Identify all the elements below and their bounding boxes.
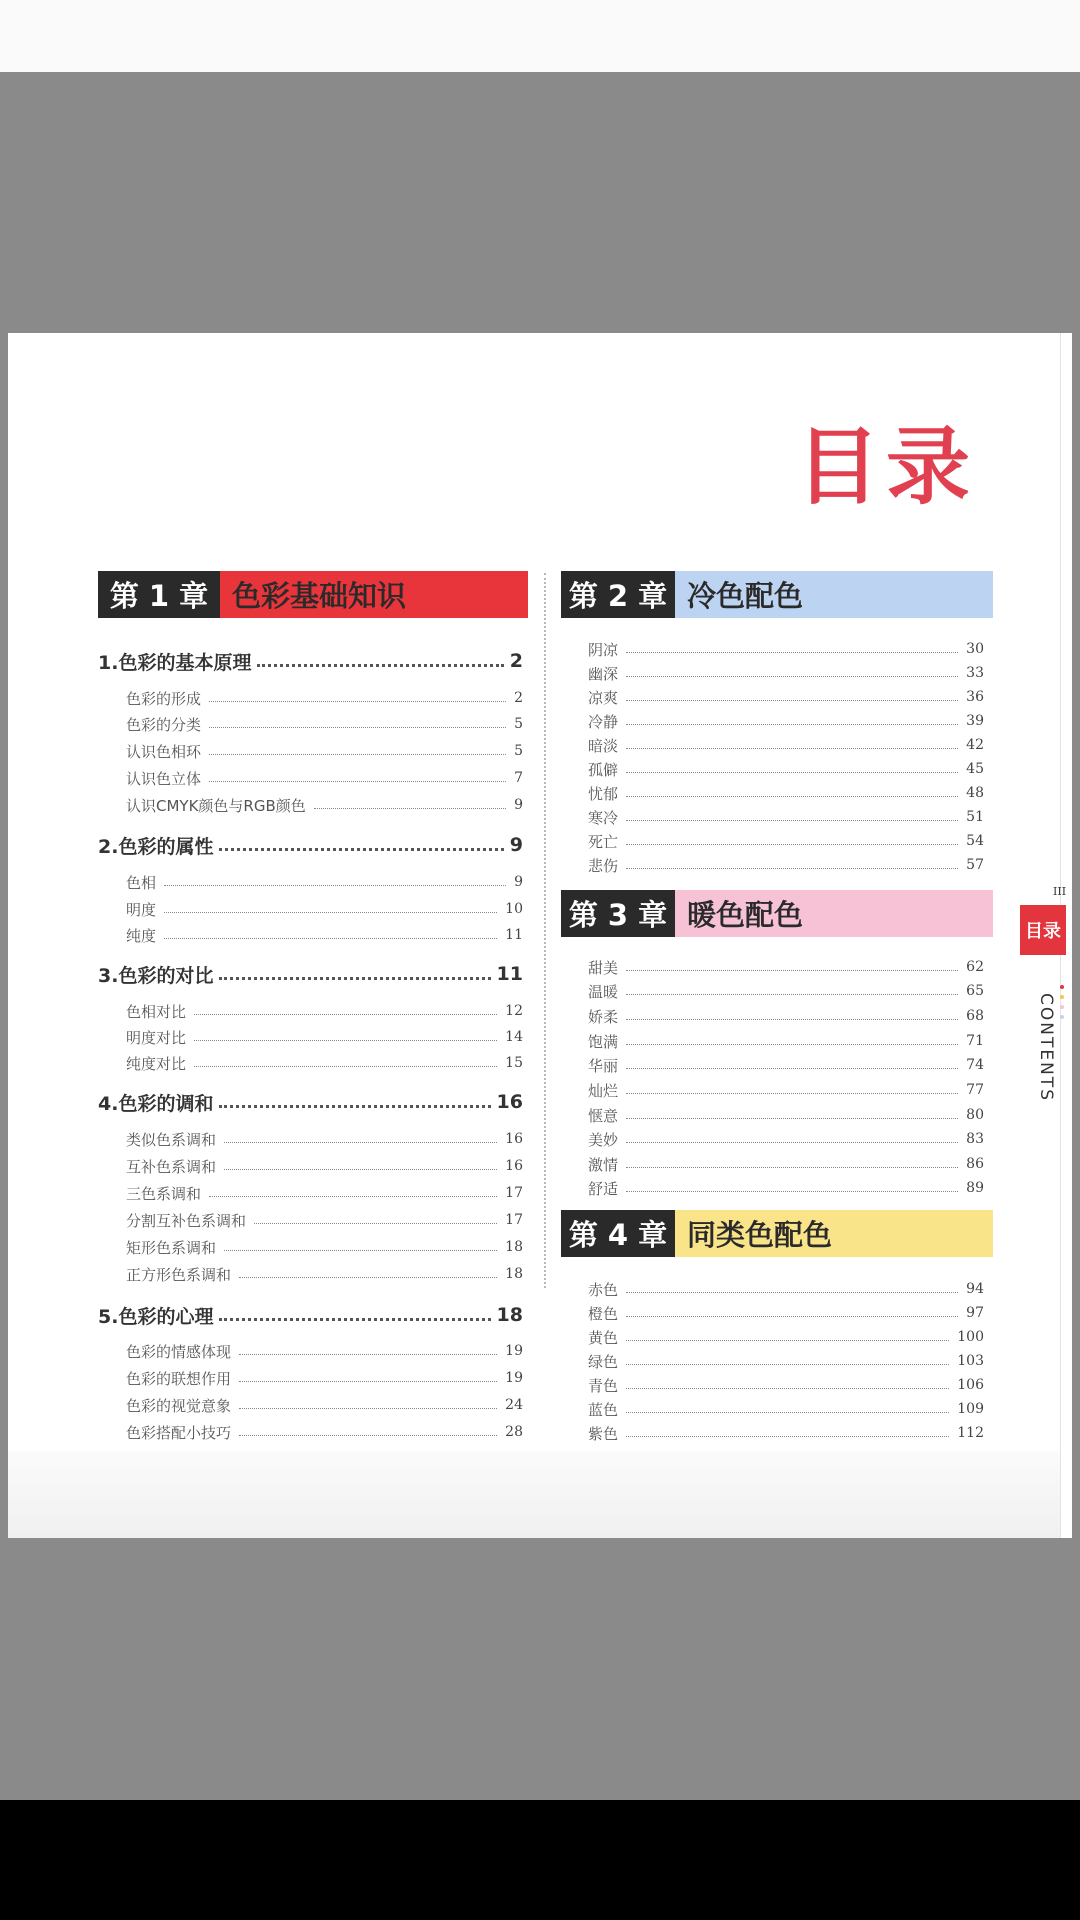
leader-dots bbox=[626, 1044, 958, 1045]
toc-item[interactable] bbox=[126, 794, 523, 816]
leader-dots bbox=[209, 701, 506, 702]
toc-item[interactable] bbox=[588, 1005, 984, 1027]
item-page: 7 bbox=[514, 770, 523, 786]
toc-item[interactable] bbox=[588, 980, 984, 1002]
item-label: 三色系调和 bbox=[126, 1184, 202, 1203]
chapter-1-title: 色彩基础知识 bbox=[220, 571, 528, 618]
chapter-4-title: 同类色配色 bbox=[675, 1210, 993, 1257]
item-label: 青色 bbox=[588, 1376, 619, 1395]
toc-item[interactable] bbox=[126, 1209, 523, 1231]
leader-dots bbox=[219, 977, 490, 980]
leader-dots bbox=[626, 1340, 949, 1341]
chapter-1-header bbox=[98, 571, 528, 618]
color-dot bbox=[1060, 1015, 1064, 1019]
toc-item[interactable] bbox=[588, 782, 984, 804]
item-page: 89 bbox=[966, 1180, 984, 1196]
chapter-4-number: 第 4 章 bbox=[561, 1210, 675, 1257]
item-page: 94 bbox=[966, 1281, 984, 1297]
leader-dots bbox=[626, 772, 958, 773]
leader-dots bbox=[239, 1277, 497, 1278]
leader-dots bbox=[219, 1105, 490, 1108]
leader-dots bbox=[626, 1436, 949, 1437]
item-page: 112 bbox=[957, 1425, 984, 1441]
item-label: 色相对比 bbox=[126, 1002, 187, 1021]
section-page: 18 bbox=[496, 1304, 523, 1326]
item-page: 12 bbox=[505, 1003, 523, 1019]
toc-item[interactable] bbox=[126, 687, 523, 709]
leader-dots bbox=[209, 754, 506, 755]
item-label: 明度对比 bbox=[126, 1028, 187, 1047]
item-page: 9 bbox=[514, 874, 523, 890]
leader-dots bbox=[194, 1014, 497, 1015]
leader-dots bbox=[254, 1223, 497, 1224]
item-label: 色彩的联想作用 bbox=[126, 1369, 232, 1388]
item-page: 2 bbox=[514, 690, 523, 706]
item-page: 28 bbox=[505, 1424, 523, 1440]
leader-dots bbox=[626, 1412, 949, 1413]
item-page: 74 bbox=[966, 1057, 984, 1073]
toc-item[interactable] bbox=[588, 1030, 984, 1052]
toc-item[interactable] bbox=[126, 1340, 523, 1362]
item-label: 孤僻 bbox=[588, 760, 619, 779]
toc-item[interactable] bbox=[588, 734, 984, 756]
leader-dots bbox=[626, 844, 958, 845]
toc-item[interactable] bbox=[588, 662, 984, 684]
toc-item[interactable] bbox=[126, 1236, 523, 1258]
section-heading[interactable] bbox=[98, 961, 523, 987]
color-dot bbox=[1060, 995, 1064, 999]
section-title: 4.色彩的调和 bbox=[98, 1092, 214, 1115]
toc-item[interactable] bbox=[588, 854, 984, 876]
item-label: 冷静 bbox=[588, 712, 619, 731]
item-label: 纯度 bbox=[126, 926, 157, 945]
item-page: 10 bbox=[505, 901, 523, 917]
toc-item[interactable] bbox=[588, 1278, 984, 1300]
page-number-roman: III bbox=[1053, 885, 1067, 898]
item-label: 赤色 bbox=[588, 1280, 619, 1299]
leader-dots bbox=[626, 1118, 958, 1119]
leader-dots bbox=[257, 664, 503, 667]
toc-item[interactable] bbox=[588, 1326, 984, 1348]
section-title: 3.色彩的对比 bbox=[98, 964, 214, 987]
item-page: 97 bbox=[966, 1305, 984, 1321]
leader-dots bbox=[239, 1408, 497, 1409]
item-page: 17 bbox=[505, 1185, 523, 1201]
toc-item[interactable] bbox=[126, 1182, 523, 1204]
leader-dots bbox=[626, 1068, 958, 1069]
item-label: 认识色立体 bbox=[126, 769, 202, 788]
leader-dots bbox=[164, 938, 497, 939]
toc-item[interactable] bbox=[126, 740, 523, 762]
toc-item[interactable] bbox=[126, 767, 523, 789]
leader-dots bbox=[239, 1435, 497, 1436]
leader-dots bbox=[626, 724, 958, 725]
toc-item[interactable] bbox=[126, 871, 523, 893]
page-bottom-shade bbox=[8, 1451, 1060, 1538]
section-title: 1.色彩的基本原理 bbox=[98, 651, 252, 674]
side-tab[interactable]: 目录 bbox=[1020, 905, 1066, 955]
leader-dots bbox=[626, 748, 958, 749]
item-label: 阴凉 bbox=[588, 640, 619, 659]
leader-dots bbox=[626, 652, 958, 653]
toc-item[interactable] bbox=[126, 713, 523, 735]
screen-bottom-bar bbox=[0, 1800, 1080, 1920]
item-page: 80 bbox=[966, 1107, 984, 1123]
chapter-2-header bbox=[561, 571, 993, 618]
toc-item[interactable] bbox=[588, 1374, 984, 1396]
leader-dots bbox=[164, 912, 497, 913]
item-label: 激情 bbox=[588, 1155, 619, 1174]
item-label: 认识CMYK颜色与RGB颜色 bbox=[126, 796, 306, 815]
section-heading[interactable] bbox=[98, 832, 523, 858]
item-label: 明度 bbox=[126, 900, 157, 919]
toc-item[interactable] bbox=[588, 956, 984, 978]
item-label: 饱满 bbox=[588, 1032, 619, 1051]
leader-dots bbox=[194, 1066, 497, 1067]
chapter-3-title: 暖色配色 bbox=[675, 890, 993, 937]
leader-dots bbox=[219, 1318, 490, 1321]
toc-item[interactable] bbox=[126, 1026, 523, 1048]
item-label: 色彩搭配小技巧 bbox=[126, 1423, 232, 1442]
item-label: 橙色 bbox=[588, 1304, 619, 1323]
item-label: 色彩的形成 bbox=[126, 689, 202, 708]
item-page: 86 bbox=[966, 1156, 984, 1172]
chapter-3-number: 第 3 章 bbox=[561, 890, 675, 937]
item-page: 19 bbox=[505, 1343, 523, 1359]
section-heading[interactable] bbox=[98, 648, 523, 674]
leader-dots bbox=[219, 848, 503, 851]
item-page: 5 bbox=[514, 743, 523, 759]
toc-item[interactable] bbox=[126, 1052, 523, 1074]
leader-dots bbox=[209, 727, 506, 728]
item-page: 18 bbox=[505, 1266, 523, 1282]
leader-dots bbox=[209, 1196, 497, 1197]
item-label: 色彩的分类 bbox=[126, 715, 202, 734]
item-page: 39 bbox=[966, 713, 984, 729]
toc-item[interactable] bbox=[588, 1054, 984, 1076]
section-heading[interactable] bbox=[98, 1302, 523, 1328]
leader-dots bbox=[164, 885, 506, 886]
item-page: 30 bbox=[966, 641, 984, 657]
item-label: 灿烂 bbox=[588, 1081, 619, 1100]
chapter-3-header bbox=[561, 890, 993, 937]
item-page: 24 bbox=[505, 1397, 523, 1413]
section-page: 2 bbox=[509, 650, 523, 672]
item-page: 109 bbox=[957, 1401, 984, 1417]
toc-item[interactable] bbox=[588, 1177, 984, 1199]
item-page: 19 bbox=[505, 1370, 523, 1386]
item-label: 色相 bbox=[126, 873, 157, 892]
item-label: 悲伤 bbox=[588, 856, 619, 875]
item-page: 36 bbox=[966, 689, 984, 705]
leader-dots bbox=[626, 868, 958, 869]
item-page: 16 bbox=[505, 1158, 523, 1174]
leader-dots bbox=[626, 1292, 958, 1293]
item-label: 蓝色 bbox=[588, 1400, 619, 1419]
item-page: 57 bbox=[966, 857, 984, 873]
toc-item[interactable] bbox=[126, 1155, 523, 1177]
item-page: 33 bbox=[966, 665, 984, 681]
toc-item[interactable] bbox=[588, 1079, 984, 1101]
item-page: 5 bbox=[514, 716, 523, 732]
item-page: 14 bbox=[505, 1029, 523, 1045]
toc-item[interactable] bbox=[588, 1350, 984, 1372]
leader-dots bbox=[239, 1381, 497, 1382]
item-label: 认识色相环 bbox=[126, 742, 202, 761]
toc-item[interactable] bbox=[126, 1128, 523, 1150]
toc-item[interactable] bbox=[588, 1398, 984, 1420]
item-page: 17 bbox=[505, 1212, 523, 1228]
section-page: 16 bbox=[496, 1091, 523, 1113]
leader-dots bbox=[626, 1019, 958, 1020]
item-label: 幽深 bbox=[588, 664, 619, 683]
item-label: 美妙 bbox=[588, 1130, 619, 1149]
leader-dots bbox=[626, 1093, 958, 1094]
item-page: 68 bbox=[966, 1008, 984, 1024]
leader-dots bbox=[626, 1191, 958, 1192]
item-page: 106 bbox=[957, 1377, 984, 1393]
item-page: 9 bbox=[514, 797, 523, 813]
chapter-1-number: 第 1 章 bbox=[98, 571, 220, 618]
toc-item[interactable] bbox=[588, 1104, 984, 1126]
toc-item[interactable] bbox=[588, 1153, 984, 1175]
section-page: 9 bbox=[509, 834, 523, 856]
item-page: 48 bbox=[966, 785, 984, 801]
item-label: 矩形色系调和 bbox=[126, 1238, 217, 1257]
color-dots bbox=[1060, 985, 1064, 1025]
contents-label: CONTENTS bbox=[1036, 993, 1056, 1102]
item-label: 类似色系调和 bbox=[126, 1130, 217, 1149]
item-label: 色彩的视觉意象 bbox=[126, 1396, 232, 1415]
toc-item[interactable] bbox=[126, 1394, 523, 1416]
page-title: 目录 bbox=[795, 418, 976, 516]
toc-item[interactable] bbox=[126, 1367, 523, 1389]
chapter-2-number: 第 2 章 bbox=[561, 571, 675, 618]
item-page: 18 bbox=[505, 1239, 523, 1255]
section-heading[interactable] bbox=[98, 1089, 523, 1115]
item-label: 甜美 bbox=[588, 958, 619, 977]
leader-dots bbox=[626, 1388, 949, 1389]
item-label: 娇柔 bbox=[588, 1007, 619, 1026]
leader-dots bbox=[239, 1354, 497, 1355]
toc-item[interactable] bbox=[588, 1128, 984, 1150]
item-page: 103 bbox=[957, 1353, 984, 1369]
chapter-2-title: 冷色配色 bbox=[675, 571, 993, 618]
toc-item[interactable] bbox=[588, 758, 984, 780]
screen-top-bar bbox=[0, 0, 1080, 72]
item-page: 83 bbox=[966, 1131, 984, 1147]
toc-item[interactable] bbox=[126, 1421, 523, 1443]
leader-dots bbox=[626, 796, 958, 797]
leader-dots bbox=[626, 676, 958, 677]
item-label: 绿色 bbox=[588, 1352, 619, 1371]
item-label: 舒适 bbox=[588, 1179, 619, 1198]
item-page: 77 bbox=[966, 1082, 984, 1098]
toc-item[interactable] bbox=[588, 686, 984, 708]
leader-dots bbox=[194, 1040, 497, 1041]
leader-dots bbox=[626, 820, 958, 821]
item-page: 54 bbox=[966, 833, 984, 849]
toc-item[interactable] bbox=[588, 830, 984, 852]
item-label: 死亡 bbox=[588, 832, 619, 851]
toc-page bbox=[8, 333, 1072, 1538]
item-label: 暗淡 bbox=[588, 736, 619, 755]
item-label: 色彩的情感体现 bbox=[126, 1342, 232, 1361]
toc-item[interactable] bbox=[588, 806, 984, 828]
item-label: 华丽 bbox=[588, 1056, 619, 1075]
item-page: 15 bbox=[505, 1055, 523, 1071]
item-label: 正方形色系调和 bbox=[126, 1265, 232, 1284]
item-label: 温暖 bbox=[588, 982, 619, 1001]
leader-dots bbox=[626, 1167, 958, 1168]
item-label: 分割互补色系调和 bbox=[126, 1211, 247, 1230]
item-label: 寒冷 bbox=[588, 808, 619, 827]
item-page: 62 bbox=[966, 959, 984, 975]
color-dot bbox=[1060, 1005, 1064, 1009]
chapter-4-header bbox=[561, 1210, 993, 1257]
leader-dots bbox=[626, 1364, 949, 1365]
item-page: 65 bbox=[966, 983, 984, 999]
leader-dots bbox=[626, 994, 958, 995]
toc-item[interactable] bbox=[588, 638, 984, 660]
leader-dots bbox=[626, 700, 958, 701]
toc-item[interactable] bbox=[126, 1000, 523, 1022]
toc-item[interactable] bbox=[588, 710, 984, 732]
item-label: 凉爽 bbox=[588, 688, 619, 707]
item-label: 忧郁 bbox=[588, 784, 619, 803]
leader-dots bbox=[626, 1316, 958, 1317]
section-title: 2.色彩的属性 bbox=[98, 835, 214, 858]
column-divider bbox=[544, 573, 546, 1288]
item-page: 16 bbox=[505, 1131, 523, 1147]
leader-dots bbox=[626, 1142, 958, 1143]
item-page: 100 bbox=[957, 1329, 984, 1345]
item-page: 45 bbox=[966, 761, 984, 777]
section-title: 5.色彩的心理 bbox=[98, 1305, 214, 1328]
item-label: 黄色 bbox=[588, 1328, 619, 1347]
item-page: 11 bbox=[505, 927, 523, 943]
leader-dots bbox=[224, 1250, 497, 1251]
leader-dots bbox=[224, 1142, 497, 1143]
toc-item[interactable] bbox=[588, 1302, 984, 1324]
toc-item[interactable] bbox=[126, 1263, 523, 1285]
item-label: 惬意 bbox=[588, 1106, 619, 1125]
item-page: 42 bbox=[966, 737, 984, 753]
item-page: 51 bbox=[966, 809, 984, 825]
toc-item[interactable] bbox=[126, 898, 523, 920]
item-label: 互补色系调和 bbox=[126, 1157, 217, 1176]
section-page: 11 bbox=[496, 963, 523, 985]
color-dot bbox=[1060, 985, 1064, 989]
leader-dots bbox=[626, 970, 958, 971]
toc-item[interactable] bbox=[588, 1422, 984, 1444]
toc-item[interactable] bbox=[126, 924, 523, 946]
leader-dots bbox=[209, 781, 506, 782]
leader-dots bbox=[224, 1169, 497, 1170]
item-label: 紫色 bbox=[588, 1424, 619, 1443]
item-label: 纯度对比 bbox=[126, 1054, 187, 1073]
leader-dots bbox=[314, 808, 506, 809]
item-page: 71 bbox=[966, 1033, 984, 1049]
